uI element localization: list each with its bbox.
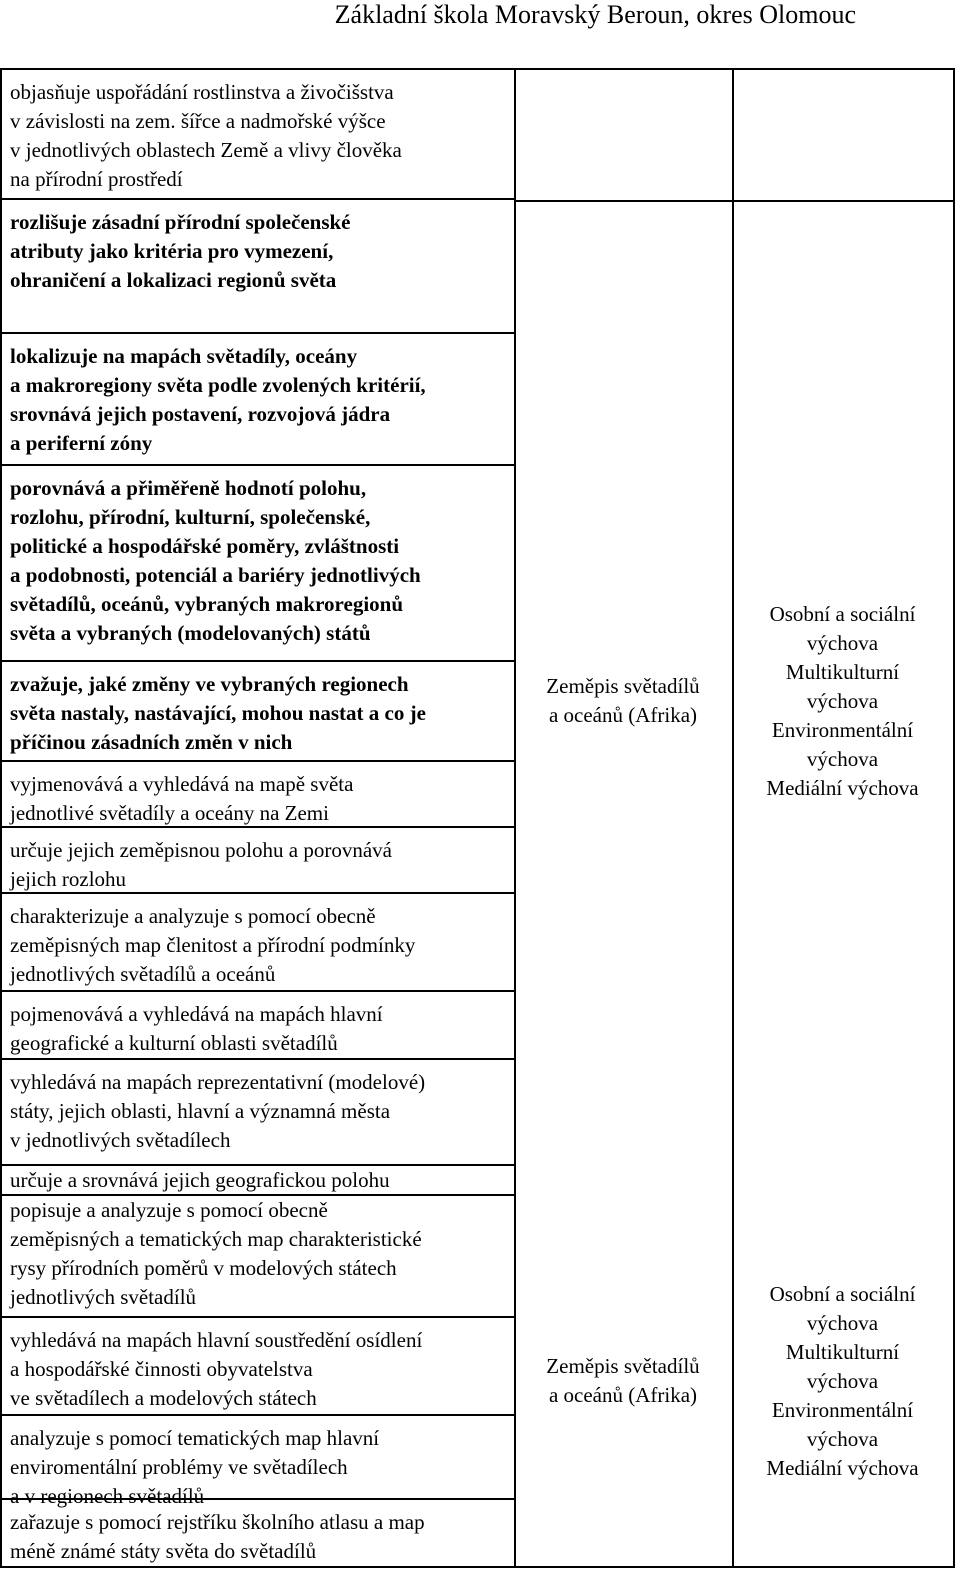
outcome-cell: popisuje a analyzuje s pomocí obecně zeměpisných a tematických map charakteristické rysy přírodních poměrů v modelových státech jednotlivých světadílů (0, 1196, 516, 1318)
outcome-cell: určuje a srovnává jejich geografickou polohu (0, 1166, 516, 1196)
page-header: Základní škola Moravský Beroun, okres Olomouc (334, 0, 856, 29)
topic-cell: Zeměpis světadílů a oceánů (Afrika) (514, 1196, 734, 1568)
outcome-cell: lokalizuje na mapách světadíly, oceány a makroregiony světa podle zvolených kritérií, srovnává jejich postavení, rozvojová jádra a periferní zóny (0, 334, 516, 466)
themes-cell: Osobní a sociální výchova Multikulturní výchova Environmentální výchova Mediální výchova (732, 200, 955, 1200)
outcome-cell: analyzuje s pomocí tematických map hlavní enviromentální problémy ve světadílech a v regionech světadílů (0, 1416, 516, 1500)
curriculum-table (0, 68, 955, 1568)
outcome-cell: porovnává a přiměřeně hodnotí polohu, rozlohu, přírodní, kulturní, společenské, politické a hospodářské poměry, zvláštnosti a podobnosti, potenciál a bariéry jednotlivých světadílů, oceánů, vybraných makroregionů světa a vybraných (modelovaných) států (0, 466, 516, 662)
outcome-cell: zařazuje s pomocí rejstříku školního atlasu a map méně známé státy světa do světadílů (0, 1500, 516, 1568)
topic-cell: Zeměpis světadílů a oceánů (Afrika) (514, 200, 734, 1200)
outcome-cell: rozlišuje zásadní přírodní společenské atributy jako kritéria pro vymezení, ohraničení a lokalizaci regionů světa (0, 200, 516, 334)
outcome-cell: určuje jejich zeměpisnou polohu a porovnává jejich rozlohu (0, 828, 516, 894)
themes-cell: Osobní a sociální výchova Multikulturní výchova Environmentální výchova Mediální výchova (732, 1196, 955, 1568)
topic-cell-empty (514, 68, 734, 200)
outcome-cell: vyhledává na mapách reprezentativní (modelové) státy, jejich oblasti, hlavní a významná města v jednotlivých světadílech (0, 1060, 516, 1166)
outcome-cell: charakterizuje a analyzuje s pomocí obecně zeměpisných map členitost a přírodní podmínky jednotlivých světadílů a oceánů (0, 894, 516, 992)
outcome-cell: zvažuje, jaké změny ve vybraných regionech světa nastaly, nastávající, mohou nastat a co je příčinou zásadních změn v nich (0, 662, 516, 762)
themes-cell-empty (732, 68, 955, 200)
outcome-cell: pojmenovává a vyhledává na mapách hlavní geografické a kulturní oblasti světadílů (0, 992, 516, 1060)
outcome-cell: vyjmenovává a vyhledává na mapě světa jednotlivé světadíly a oceány na Zemi (0, 762, 516, 828)
outcome-cell: vyhledává na mapách hlavní soustředění osídlení a hospodářské činnosti obyvatelstva ve světadílech a modelových státech (0, 1318, 516, 1416)
outcome-cell: objasňuje uspořádání rostlinstva a živočišstva v závislosti na zem. šířce a nadmořské výšce v jednotlivých oblastech Země a vlivy člověka na přírodní prostředí (0, 68, 516, 200)
